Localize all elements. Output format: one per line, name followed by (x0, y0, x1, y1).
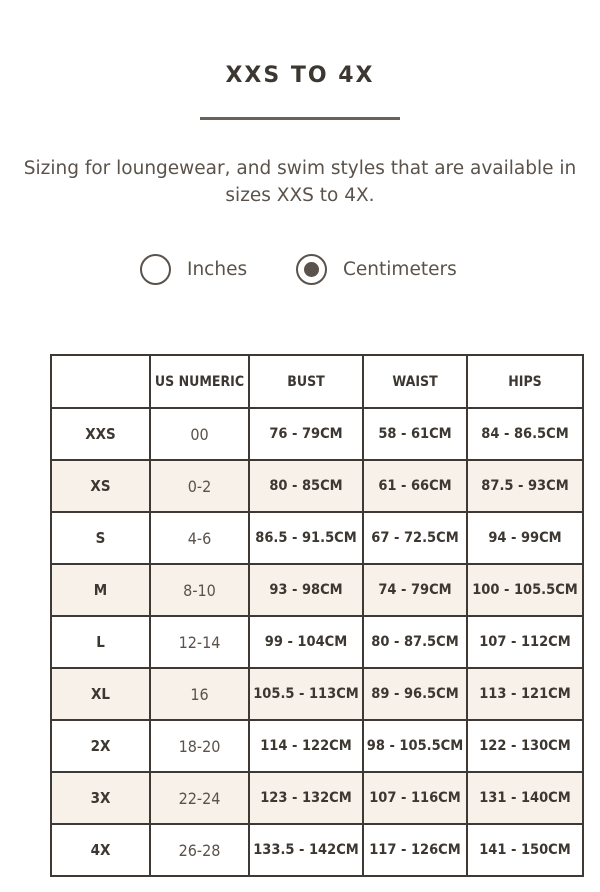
header-cell-bust: BUST (249, 355, 363, 408)
bust-cell: 86.5 - 91.5CM (249, 512, 363, 564)
header-cell-us-numeric: US NUMERIC (150, 355, 249, 408)
table-row (51, 772, 583, 824)
us-numeric-cell: 12-14 (150, 616, 249, 668)
hips-cell: 122 - 130CM (467, 720, 583, 772)
bust-cell: 123 - 132CM (249, 772, 363, 824)
header-cell-waist: WAIST (363, 355, 467, 408)
bust-cell: 93 - 98CM (249, 564, 363, 616)
size-cell: M (51, 564, 150, 616)
waist-cell: 74 - 79CM (363, 564, 467, 616)
us-numeric-cell: 8-10 (150, 564, 249, 616)
table-row (51, 668, 583, 720)
waist-cell: 107 - 116CM (363, 772, 467, 824)
size-cell: 3X (51, 772, 150, 824)
hips-cell: 131 - 140CM (467, 772, 583, 824)
centimeters-label: Centimeters (343, 258, 457, 280)
us-numeric-cell: 00 (150, 408, 249, 460)
hips-cell: 113 - 121CM (467, 668, 583, 720)
table-row (51, 616, 583, 668)
hips-cell: 100 - 105.5CM (467, 564, 583, 616)
size-cell: 2X (51, 720, 150, 772)
unit-toggle (0, 251, 600, 287)
size-cell: XL (51, 668, 150, 720)
size-cell: 4X (51, 824, 150, 876)
bust-cell: 133.5 - 142CM (249, 824, 363, 876)
table-row (51, 408, 583, 460)
us-numeric-cell: 16 (150, 668, 249, 720)
table-row (51, 824, 583, 876)
unit-option-inches[interactable] (140, 251, 247, 287)
table-row (51, 460, 583, 512)
page-title: XXS TO 4X (225, 63, 375, 88)
us-numeric-cell: 0-2 (150, 460, 249, 512)
bust-cell: 105.5 - 113CM (249, 668, 363, 720)
bust-cell: 76 - 79CM (249, 408, 363, 460)
waist-cell: 61 - 66CM (363, 460, 467, 512)
header-cell-size (51, 355, 150, 408)
hips-cell: 107 - 112CM (467, 616, 583, 668)
waist-cell: 67 - 72.5CM (363, 512, 467, 564)
hips-cell: 87.5 - 93CM (467, 460, 583, 512)
waist-cell: 80 - 87.5CM (363, 616, 467, 668)
bust-cell: 80 - 85CM (249, 460, 363, 512)
centimeters-radio[interactable] (296, 254, 327, 285)
size-cell: S (51, 512, 150, 564)
bust-cell: 99 - 104CM (249, 616, 363, 668)
table-row (51, 564, 583, 616)
us-numeric-cell: 18-20 (150, 720, 249, 772)
header-cell-hips: HIPS (467, 355, 583, 408)
size-cell: XXS (51, 408, 150, 460)
us-numeric-cell: 4-6 (150, 512, 249, 564)
title-underline (200, 117, 400, 120)
table-header-row (51, 355, 583, 408)
waist-cell: 98 - 105.5CM (363, 720, 467, 772)
hips-cell: 84 - 86.5CM (467, 408, 583, 460)
size-cell: XS (51, 460, 150, 512)
waist-cell: 117 - 126CM (363, 824, 467, 876)
hips-cell: 141 - 150CM (467, 824, 583, 876)
inches-label: Inches (187, 258, 248, 280)
us-numeric-cell: 22-24 (150, 772, 249, 824)
radio-selected-dot (304, 262, 319, 277)
table-row (51, 720, 583, 772)
size-cell: L (51, 616, 150, 668)
bust-cell: 114 - 122CM (249, 720, 363, 772)
waist-cell: 89 - 96.5CM (363, 668, 467, 720)
table-row (51, 512, 583, 564)
unit-option-centimeters[interactable] (296, 251, 457, 287)
hips-cell: 94 - 99CM (467, 512, 583, 564)
inches-radio[interactable] (140, 254, 171, 285)
waist-cell: 58 - 61CM (363, 408, 467, 460)
sizing-description: Sizing for loungewear, and swim styles that are available in sizes XXS to 4X. (23, 158, 577, 206)
size-chart-table (50, 354, 584, 877)
us-numeric-cell: 26-28 (150, 824, 249, 876)
